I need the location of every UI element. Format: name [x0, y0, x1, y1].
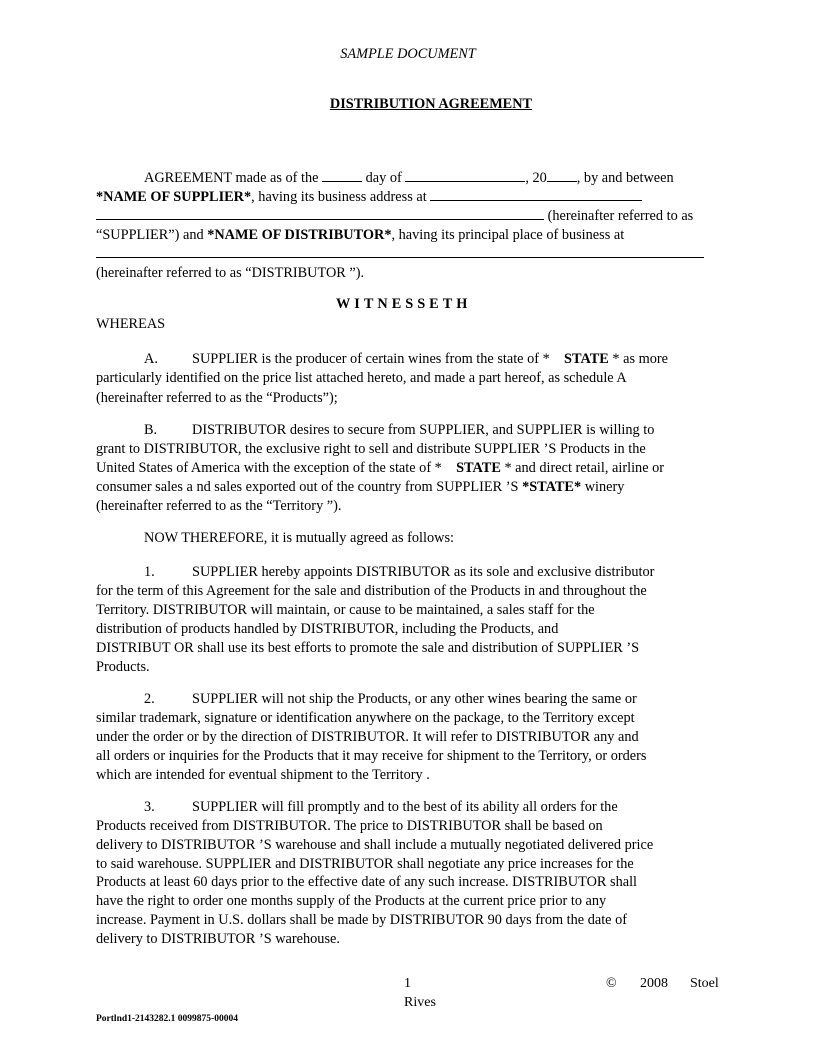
recital-b-line-3: United States of America with the exception of the state of * STATE * and direct retail, airline or	[96, 460, 665, 476]
supplier-address-blank-2	[96, 208, 544, 220]
recital-b-line-4: consumer sales a nd sales exported out of the country from SUPPLIER ’S *STATE* winery	[96, 479, 625, 495]
intro-line-6: (hereinafter referred to as “DISTRIBUTOR ”).	[96, 265, 365, 281]
footer-copyright-symbol: ©	[606, 976, 617, 991]
footer-stoel: Stoel	[690, 976, 719, 991]
distributor-name-placeholder: *NAME OF DISTRIBUTOR*	[207, 227, 392, 243]
section-3-line-2: Products received from DISTRIBUTOR. The price to DISTRIBUTOR shall be based on	[96, 818, 603, 834]
witnesseth-heading: WITNESSETH	[336, 296, 472, 312]
section-3-line-5: Products at least 60 days prior to the effective date of any such increase. DISTRIBUTOR shall	[96, 874, 638, 890]
now-therefore: NOW THEREFORE, it is mutually agreed as follows:	[144, 530, 455, 546]
footer-year: 2008	[640, 976, 668, 991]
intro-line-2: *NAME OF SUPPLIER*, having its business address at	[96, 188, 642, 207]
page-number: 1	[404, 976, 411, 991]
recital-a-line-2: particularly identified on the price list attached hereto, and made a part hereof, as schedule A	[96, 370, 627, 386]
recital-b-line-2: grant to DISTRIBUTOR, the exclusive right to sell and distribute SUPPLIER ’S Products in the	[96, 441, 646, 457]
day-blank	[322, 170, 362, 182]
intro-line-4: “SUPPLIER”) and *NAME OF DISTRIBUTOR*, having its principal place of business at	[96, 227, 625, 243]
month-blank	[405, 170, 525, 182]
intro-line-5	[96, 245, 704, 264]
document-title: DISTRIBUTION AGREEMENT	[329, 96, 533, 112]
section-2-line-2: similar trademark, signature or identification anywhere on the package, to the Territory except	[96, 710, 635, 726]
section-2-line-5: which are intended for eventual shipment to the Territory .	[96, 767, 430, 783]
section-2-line-3: under the order or by the direction of DISTRIBUTOR. It will refer to DISTRIBUTOR any and	[96, 729, 639, 745]
section-1-line-3: Territory. DISTRIBUTOR will maintain, or cause to be maintained, a sales staff for the	[96, 602, 595, 618]
intro-line-3: (hereinafter referred to as	[96, 207, 693, 226]
sample-document-header: SAMPLE DOCUMENT	[340, 46, 476, 62]
section-3-line-6: have the right to order one months supply of the Products at the current price prior to any	[96, 893, 607, 909]
section-3-line-1: 3. SUPPLIER will fill promptly and to the best of its ability all orders for the	[144, 799, 618, 815]
recital-a-line-1: A. SUPPLIER is the producer of certain wines from the state of * STATE * as more	[144, 351, 668, 367]
section-3-line-3: delivery to DISTRIBUTOR ’S warehouse and shall include a mutually negotiated delivered price	[96, 837, 654, 853]
section-1-line-6: Products.	[96, 659, 150, 675]
section-2-line-1: 2. SUPPLIER will not ship the Products, or any other wines bearing the same or	[144, 691, 637, 707]
recital-b-line-5: (hereinafter referred to as the “Territory ”).	[96, 498, 342, 514]
supplier-address-blank	[430, 189, 642, 201]
whereas-heading: WHEREAS	[96, 316, 166, 332]
year-blank	[547, 170, 577, 182]
section-2-line-4: all orders or inquiries for the Products that it may receive for shipment to the Territory, or orders	[96, 748, 647, 764]
footer-rives: Rives	[404, 995, 436, 1010]
section-1-line-5: DISTRIBUT OR shall use its best efforts to promote the sale and distribution of SUPPLIER ’S	[96, 640, 640, 656]
section-1-line-4: distribution of products handled by DISTRIBUTOR, including the Products, and	[96, 621, 559, 637]
intro-line-1: AGREEMENT made as of the day of , 20 , by and between	[144, 170, 674, 186]
supplier-name-placeholder: *NAME OF SUPPLIER*	[96, 189, 252, 205]
footer-document-id: Portlnd1-2143282.1 0099875-00004	[96, 1014, 238, 1024]
section-1-line-2: for the term of this Agreement for the sale and distribution of the Products in and throughout the	[96, 583, 647, 599]
section-3-line-8: delivery to DISTRIBUTOR ’S warehouse.	[96, 931, 340, 947]
section-3-line-7: increase. Payment in U.S. dollars shall be made by DISTRIBUTOR 90 days from the date of	[96, 912, 628, 928]
recital-b-line-1: B. DISTRIBUTOR desires to secure from SUPPLIER, and SUPPLIER is willing to	[144, 422, 655, 438]
section-3-line-4: to said warehouse. SUPPLIER and DISTRIBUTOR shall negotiate any price increases for the	[96, 856, 634, 872]
recital-a-line-3: (hereinafter referred to as the “Products”);	[96, 390, 338, 406]
section-1-line-1: 1. SUPPLIER hereby appoints DISTRIBUTOR as its sole and exclusive distributor	[144, 564, 655, 580]
distributor-address-blank	[96, 246, 704, 258]
